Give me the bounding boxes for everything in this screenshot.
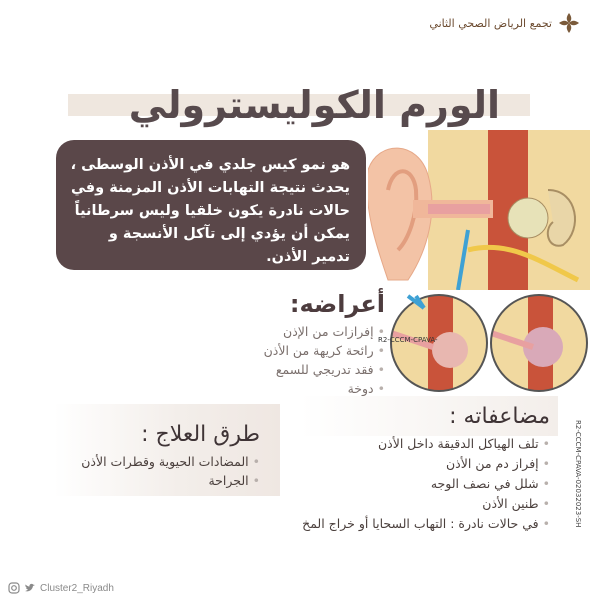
twitter-icon[interactable] (24, 582, 36, 594)
treatment-section (60, 420, 260, 490)
list-item: • المضادات الحيوية وقطرات الأذن (60, 452, 260, 471)
page-title: الورم الكوليسترولي (128, 83, 500, 127)
brand-name: تجمع الرياض الصحي الثاني (429, 16, 552, 30)
side-code-text: R2-CCCM-CPAVA-02032023-SH (574, 420, 582, 528)
list-item: • شلل في نصف الوجه (260, 474, 550, 494)
flower-logo-icon (558, 12, 580, 34)
social-handle[interactable]: Cluster2_Riyadh (40, 582, 114, 594)
treatment-title: طرق العلاج : (141, 422, 260, 447)
list-item: • دوخة (180, 379, 385, 398)
list-item: • إفرازات من الإذن (180, 322, 385, 341)
list-item: • في حالات نادرة : التهاب السحايا أو خراج المخ (260, 514, 550, 534)
illustration-code-label: R2-CCCM-CPAVA- (378, 336, 438, 344)
brand-header (429, 12, 580, 34)
list-item: • الجراحة (60, 471, 260, 490)
footer (8, 582, 114, 594)
list-item: • طنين الأذن (260, 494, 550, 514)
side-code-label (568, 420, 584, 580)
list-item: • إفراز دم من الأذن (260, 454, 550, 474)
list-item: • تلف الهياكل الدقيقة داخل الأذن (260, 434, 550, 454)
complications-title: مضاعفاته : (449, 404, 550, 429)
list-item: • رائحة كريهة من الأذن (180, 341, 385, 360)
complications-section (260, 402, 550, 534)
ear-anatomy-illustration (368, 130, 590, 290)
definition-text: هو نمو كيس جلدي في الأذن الوسطى ، يحدث نتيجة التهابات الأذن المزمنة وفي حالات نادرة يكون خلقيا وليس سرطانياً يمكن أن يؤدي إلى تآكل الأنسجة و تدمير الأذن. (70, 157, 350, 265)
zoom-circle-cholesteatoma-icon (488, 292, 590, 394)
list-item: • فقد تدريجي للسمع (180, 360, 385, 379)
symptoms-section (180, 288, 385, 398)
definition-box (56, 140, 366, 270)
symptoms-title: أعراضه: (289, 290, 385, 318)
instagram-icon[interactable] (8, 582, 20, 594)
